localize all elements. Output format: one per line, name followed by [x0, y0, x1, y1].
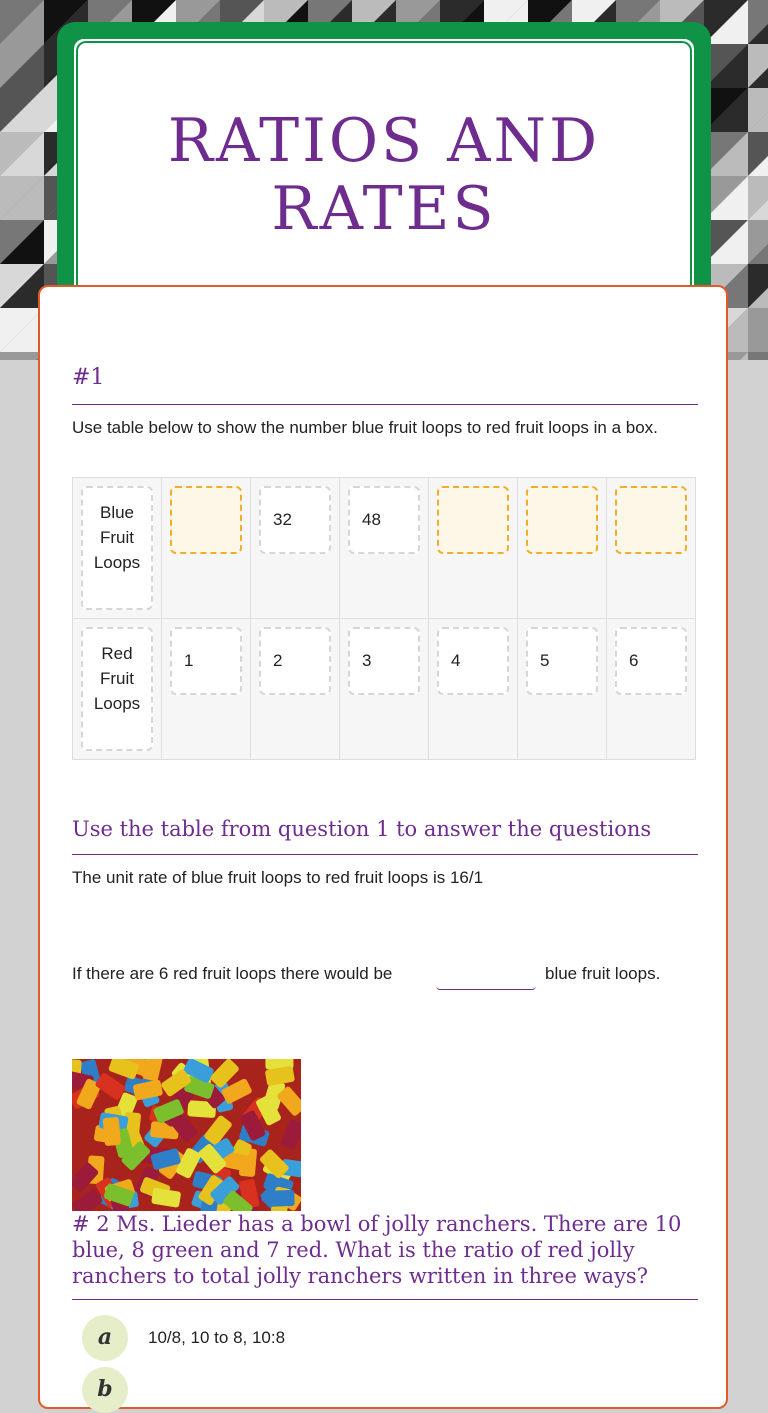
fill-in-suffix: blue fruit loops.: [545, 964, 661, 983]
candy-piece: [266, 1190, 295, 1207]
row-label-red: Red Fruit Loops: [81, 627, 153, 751]
divider: [72, 404, 698, 405]
question-1-heading: #1: [72, 365, 105, 390]
section-2-heading: Use the table from question 1 to answer the questions: [72, 817, 652, 841]
candy-piece: [103, 1117, 121, 1146]
blue-cell-3: 48: [348, 486, 420, 554]
title-card: [57, 22, 711, 322]
title-card-inner: [72, 37, 696, 322]
question-2-heading: # 2 Ms. Lieder has a bowl of jolly ranchers. There are 10 blue, 8 green and 7 red. What is the ratio of red jolly ranchers to total jolly ranchers written in three ways?: [72, 1212, 682, 1288]
option-a-text[interactable]: 10/8, 10 to 8, 10:8: [148, 1328, 286, 1347]
red-cell-1: 1: [170, 627, 242, 695]
ratio-table: [72, 477, 696, 760]
blue-cell-6[interactable]: [615, 486, 687, 554]
blue-cell-4[interactable]: [437, 486, 509, 554]
row-label-blue: Blue Fruit Loops: [81, 486, 153, 610]
blue-cell-2: 32: [259, 486, 331, 554]
table-row: [73, 619, 696, 760]
divider: [72, 1299, 698, 1300]
page-title: RATIOS AND RATES: [167, 106, 601, 244]
worksheet-card: [38, 285, 728, 1409]
fill-in-blank-input[interactable]: [436, 971, 536, 990]
red-cell-5: 5: [526, 627, 598, 695]
red-cell-6: 6: [615, 627, 687, 695]
question-1-instruction: Use table below to show the number blue fruit loops to red fruit loops in a box.: [72, 418, 658, 437]
divider: [72, 854, 698, 855]
red-cell-2: 2: [259, 627, 331, 695]
table-row: [73, 478, 696, 619]
blue-cell-5[interactable]: [526, 486, 598, 554]
candy-photo: [72, 1059, 301, 1211]
unit-rate-statement: The unit rate of blue fruit loops to red fruit loops is 16/1: [72, 868, 484, 887]
blue-cell-1[interactable]: [170, 486, 242, 554]
red-cell-3: 3: [348, 627, 420, 695]
pattern-tile: [748, 352, 768, 360]
fill-in-prefix: If there are 6 red fruit loops there would be: [72, 964, 393, 983]
option-b-marker[interactable]: b: [82, 1367, 128, 1413]
red-cell-4: 4: [437, 627, 509, 695]
jolly-ranchers-image: [72, 1059, 301, 1211]
option-a-marker[interactable]: a: [82, 1315, 128, 1361]
